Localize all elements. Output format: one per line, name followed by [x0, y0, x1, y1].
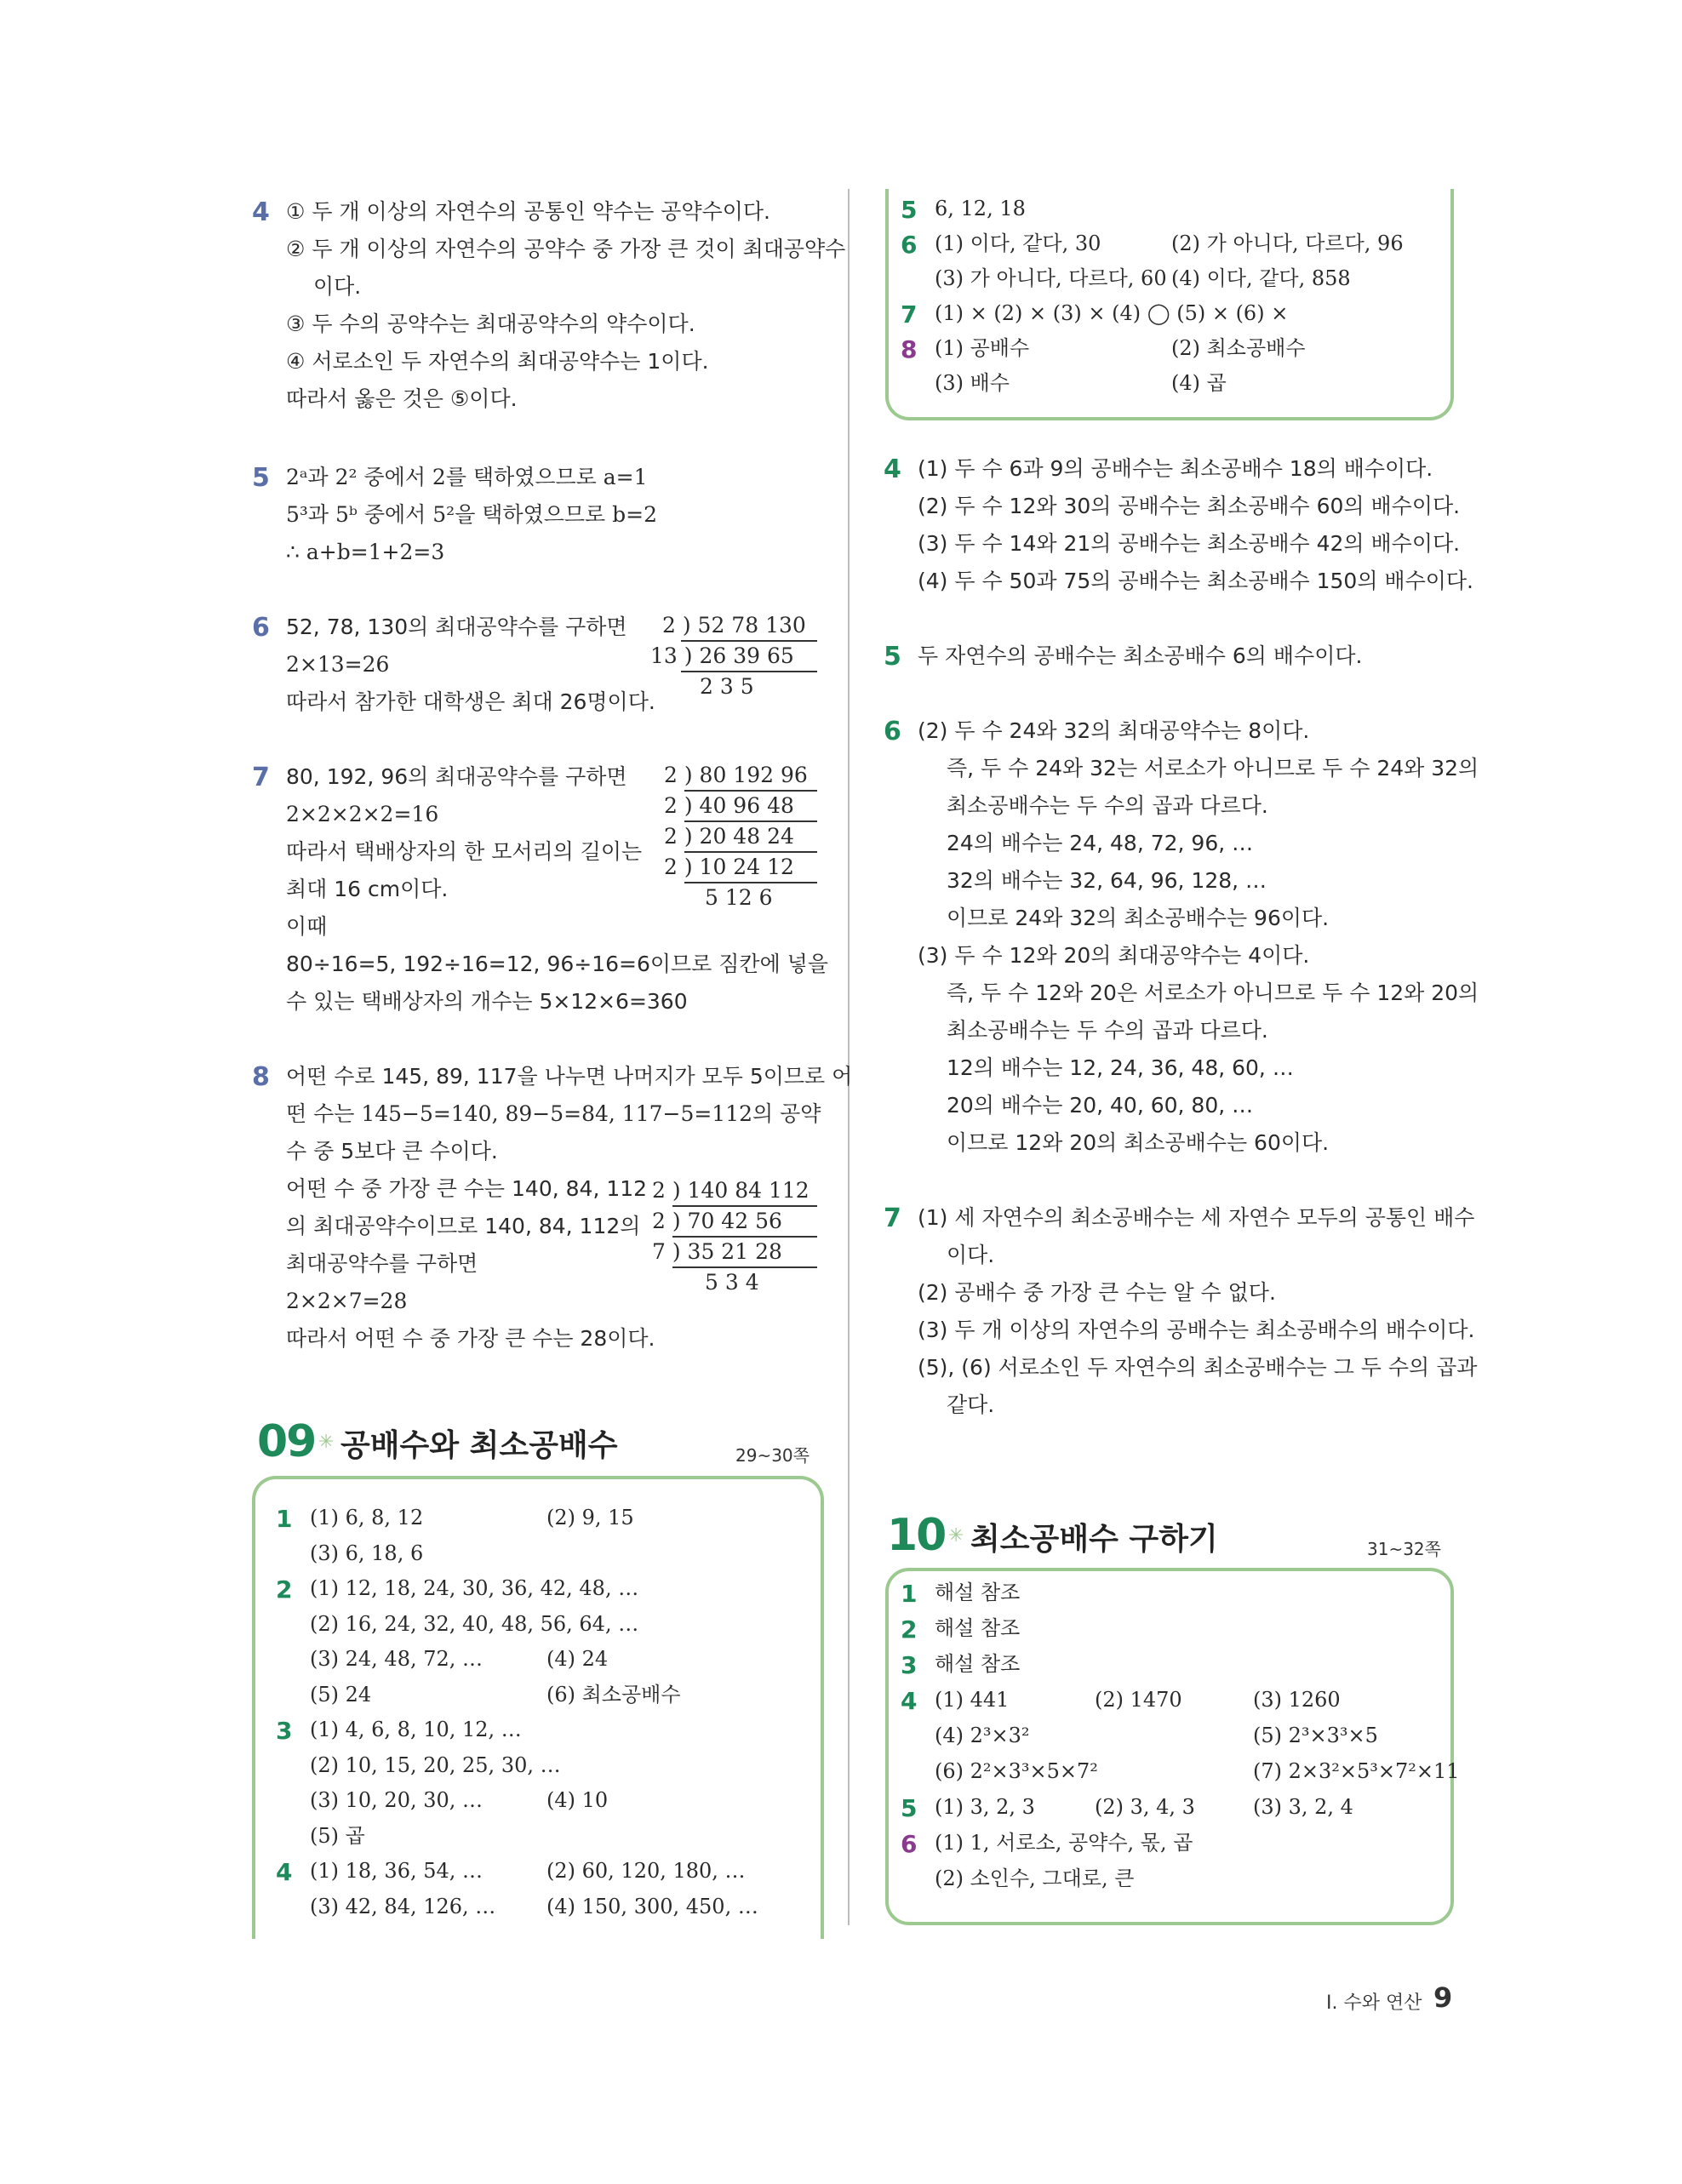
- problem-7-line: 80÷16=5, 192÷16=12, 96÷16=6이므로 짐칸에 넣을: [286, 952, 828, 976]
- answer-item-number: 2: [276, 1575, 293, 1604]
- problem-6-line: 24의 배수는 24, 48, 72, 96, …: [947, 831, 1254, 855]
- answer-text: 해설 참조: [935, 1581, 1021, 1604]
- answer-text: (2) 3, 4, 3: [1095, 1795, 1195, 1819]
- problem-6-line: 52, 78, 130의 최대공약수를 구하면: [286, 615, 627, 639]
- section-09-number: 09: [257, 1416, 316, 1467]
- problem-8-line: 따라서 어떤 수 중 가장 큰 수는 28이다.: [286, 1326, 655, 1351]
- problem-4-line: ③ 두 수의 공약수는 최대공약수의 약수이다.: [286, 312, 695, 336]
- answer-item-number: 2: [901, 1615, 918, 1644]
- asterisk-icon: ✳: [948, 1525, 964, 1547]
- column-divider: [848, 189, 850, 1925]
- answer-text: (5) 2³×3³×5: [1253, 1724, 1378, 1747]
- problem-6-line: 즉, 두 수 12와 20은 서로소가 아니므로 두 수 12와 20의: [947, 981, 1479, 1005]
- problem-4-line: (3) 두 수 14와 21의 공배수는 최소공배수 42의 배수이다.: [918, 531, 1461, 556]
- problem-7-number: 7: [252, 763, 270, 792]
- answer-text: (1) 1, 서로소, 공약수, 몫, 곱: [935, 1831, 1193, 1855]
- problem-6-number: 6: [252, 613, 270, 643]
- problem-4-line: 따라서 옳은 것은 ⑤이다.: [286, 386, 518, 411]
- problem-6-line: 32의 배수는 32, 64, 96, 128, …: [947, 868, 1267, 893]
- division-line: [681, 640, 817, 642]
- answer-text: 6, 12, 18: [935, 197, 1026, 220]
- answer-text: (2) 최소공배수: [1171, 336, 1306, 360]
- problem-7-line: 이다.: [947, 1243, 995, 1267]
- division-row: 7 ) 35 21 28: [652, 1239, 782, 1264]
- answer-text: (7) 2×3²×5³×7²×11: [1253, 1759, 1460, 1783]
- problem-6-line: 최소공배수는 두 수의 곱과 다르다.: [947, 1018, 1268, 1043]
- problem-8-line: 2×2×7=28: [286, 1289, 408, 1313]
- division-row: 13 ) 26 39 65: [650, 643, 794, 668]
- problem-5-line: 두 자연수의 공배수는 최소공배수 6의 배수이다.: [918, 643, 1363, 668]
- answer-text: (1) 4, 6, 8, 10, 12, …: [310, 1718, 522, 1741]
- problem-5-line: 2ᵃ과 2² 중에서 2를 택하였으므로 a=1: [286, 465, 648, 489]
- division-row: 2 ) 140 84 112: [652, 1178, 810, 1203]
- problem-4-line: ② 두 개 이상의 자연수의 공약수 중 가장 큰 것이 최대공약수: [286, 237, 846, 261]
- problem-7-line: 따라서 택배상자의 한 모서리의 길이는: [286, 839, 643, 864]
- division-line: [681, 671, 817, 672]
- problem-6-line: 2×13=26: [286, 652, 390, 677]
- answer-text: (4) 2³×3²: [935, 1724, 1030, 1747]
- answer-text: (1) 6, 8, 12: [310, 1506, 424, 1529]
- problem-6-line: 즉, 두 수 24와 32는 서로소가 아니므로 두 수 24와 32의: [947, 756, 1479, 780]
- answer-text: (2) 16, 24, 32, 40, 48, 56, 64, …: [310, 1611, 639, 1636]
- answer-text: (3) 42, 84, 126, …: [310, 1894, 496, 1918]
- problem-6-number: 6: [884, 717, 901, 746]
- problem-6-line: 최소공배수는 두 수의 곱과 다르다.: [947, 793, 1268, 818]
- answer-text: (3) 1260: [1253, 1688, 1341, 1712]
- problem-7-line: (5), (6) 서로소인 두 자연수의 최소공배수는 그 두 수의 곱과: [918, 1355, 1478, 1380]
- answer-text: (1) 441: [935, 1688, 1010, 1712]
- problem-6-line: 20의 배수는 20, 40, 60, 80, …: [947, 1093, 1254, 1118]
- division-row: 2 ) 80 192 96: [664, 763, 808, 787]
- problem-7-line: 80, 192, 96의 최대공약수를 구하면: [286, 764, 627, 789]
- answer-text: (6) 2²×3³×5×7²: [935, 1759, 1098, 1783]
- problem-4-line: ④ 서로소인 두 자연수의 최대공약수는 1이다.: [286, 349, 709, 374]
- answer-text: (1) × (2) × (3) × (4) ◯ (5) × (6) ×: [935, 301, 1289, 325]
- problem-5-line: ∴ a+b=1+2=3: [286, 540, 445, 564]
- division-row: 2 ) 40 96 48: [664, 793, 794, 818]
- problem-7-line: 같다.: [947, 1392, 995, 1417]
- division-row: 2 ) 70 42 56: [652, 1209, 782, 1233]
- division-line: [672, 1205, 817, 1207]
- answer-text: (4) 24: [546, 1647, 609, 1671]
- problem-4-line: (2) 두 수 12와 30의 공배수는 최소공배수 60의 배수이다.: [918, 494, 1461, 518]
- section-10-title: 최소공배수 구하기: [970, 1522, 1218, 1557]
- answer-text: (5) 24: [310, 1682, 372, 1707]
- answer-text: (2) 10, 15, 20, 25, 30, …: [310, 1752, 561, 1777]
- answer-text: (2) 가 아니다, 다르다, 96: [1171, 232, 1404, 255]
- answer-item-number: 4: [276, 1858, 293, 1886]
- problem-8-line: 어떤 수 중 가장 큰 수는 140, 84, 112: [286, 1176, 648, 1201]
- problem-6-line: 이므로 12와 20의 최소공배수는 60이다.: [947, 1130, 1330, 1155]
- problem-4-line: ① 두 개 이상의 자연수의 공통인 약수는 공약수이다.: [286, 199, 770, 224]
- answer-text: (4) 곱: [1171, 371, 1227, 395]
- answer-item-number: 6: [901, 1830, 918, 1858]
- answer-item-number: 1: [901, 1580, 918, 1608]
- answer-text: (6) 최소공배수: [546, 1682, 681, 1707]
- problem-4-line: 이다.: [313, 274, 362, 299]
- answer-text: (1) 3, 2, 3: [935, 1795, 1035, 1819]
- problem-6-line: 12의 배수는 12, 24, 36, 48, 60, …: [947, 1055, 1294, 1080]
- answer-text: (1) 12, 18, 24, 30, 36, 42, 48, …: [310, 1576, 639, 1600]
- answer-text: (3) 배수: [935, 371, 1010, 395]
- answer-text: (3) 3, 2, 4: [1253, 1795, 1353, 1819]
- problem-6-line: 따라서 참가한 대학생은 최대 26명이다.: [286, 689, 655, 714]
- answer-text: (1) 이다, 같다, 30: [935, 232, 1101, 255]
- answer-item-number: 3: [276, 1717, 293, 1745]
- answer-text: (3) 6, 18, 6: [310, 1541, 424, 1565]
- problem-8-line: 떤 수는 145−5=140, 89−5=84, 117−5=112의 공약: [286, 1101, 821, 1126]
- division-row: 2 ) 20 48 24: [664, 824, 794, 849]
- division-line: [672, 1236, 817, 1238]
- answer-item-number: 7: [901, 300, 918, 329]
- page-number: 9: [1433, 1981, 1453, 2014]
- asterisk-icon: ✳: [318, 1432, 335, 1453]
- answer-item-number: 5: [901, 196, 918, 224]
- answer-text: (2) 1470: [1095, 1688, 1182, 1712]
- answer-text: (4) 이다, 같다, 858: [1171, 266, 1351, 290]
- answer-text: (5) 곱: [310, 1823, 365, 1848]
- answer-item-number: 1: [276, 1505, 293, 1533]
- answer-text: 해설 참조: [935, 1652, 1021, 1676]
- division-line: [684, 882, 817, 883]
- problem-7-line: (3) 두 개 이상의 자연수의 공배수는 최소공배수의 배수이다.: [918, 1318, 1475, 1342]
- answer-text: (2) 소인수, 그대로, 큰: [935, 1867, 1135, 1890]
- problem-4-line: (1) 두 수 6과 9의 공배수는 최소공배수 18의 배수이다.: [918, 456, 1433, 481]
- section-09-pages: 29~30쪽: [735, 1445, 810, 1466]
- problem-7-number: 7: [884, 1203, 901, 1233]
- problem-7-line: (2) 공배수 중 가장 큰 수는 알 수 없다.: [918, 1280, 1276, 1305]
- problem-8-number: 8: [252, 1062, 270, 1092]
- section-09-title: 공배수와 최소공배수: [340, 1428, 618, 1463]
- problem-8-line: 최대공약수를 구하면: [286, 1251, 478, 1276]
- answer-item-number: 8: [901, 335, 918, 363]
- division-line: [684, 851, 817, 853]
- division-line: [672, 1266, 817, 1268]
- problem-8-line: 어떤 수로 145, 89, 117을 나누면 나머지가 모두 5이므로 어: [286, 1064, 853, 1089]
- answer-text: (2) 9, 15: [546, 1506, 634, 1529]
- answer-item-number: 3: [901, 1651, 918, 1679]
- answer-text: (3) 10, 20, 30, …: [310, 1788, 483, 1812]
- answer-text: (3) 가 아니다, 다르다, 60: [935, 266, 1167, 290]
- section-10-pages: 31~32쪽: [1367, 1539, 1441, 1559]
- answer-item-number: 5: [901, 1794, 918, 1822]
- answer-text: (1) 18, 36, 54, …: [310, 1859, 483, 1883]
- problem-7-line: 최대 16 cm이다.: [286, 877, 449, 901]
- answer-text: 해설 참조: [935, 1616, 1021, 1640]
- problem-5-number: 5: [884, 642, 901, 672]
- problem-5-line: 5³과 5ᵇ 중에서 5²을 택하였으므로 b=2: [286, 502, 658, 527]
- answer-item-number: 4: [901, 1687, 918, 1715]
- division-row: 5 12 6: [705, 885, 773, 910]
- problem-8-line: 수 중 5보다 큰 수이다.: [286, 1139, 498, 1163]
- answer-text: (1) 공배수: [935, 336, 1030, 360]
- division-row: 5 3 4: [705, 1270, 759, 1295]
- problem-4-number: 4: [252, 197, 270, 227]
- answer-text: (3) 24, 48, 72, …: [310, 1647, 483, 1671]
- answer-item-number: 6: [901, 231, 918, 259]
- division-row: 2 3 5: [700, 674, 754, 699]
- problem-7-line: 2×2×2×2=16: [286, 802, 439, 826]
- problem-5-number: 5: [252, 463, 270, 493]
- problem-4-number: 4: [884, 455, 901, 484]
- answer-text: (2) 60, 120, 180, …: [546, 1859, 746, 1883]
- problem-6-line: (3) 두 수 12와 20의 최대공약수는 4이다.: [918, 943, 1310, 968]
- problem-8-line: 의 최대공약수이므로 140, 84, 112의: [286, 1214, 641, 1238]
- division-line: [684, 820, 817, 822]
- problem-7-line: 이때: [286, 914, 328, 939]
- answer-text: (4) 150, 300, 450, …: [546, 1894, 758, 1918]
- answer-text: (4) 10: [546, 1788, 609, 1812]
- problem-7-line: 수 있는 택배상자의 개수는 5×12×6=360: [286, 989, 688, 1014]
- chapter-label: I. 수와 연산: [1326, 1992, 1422, 2014]
- division-line: [684, 790, 817, 792]
- section-10-number: 10: [887, 1510, 946, 1561]
- problem-6-line: 이므로 24와 32의 최소공배수는 96이다.: [947, 906, 1330, 930]
- division-row: 2 ) 52 78 130: [662, 613, 806, 637]
- problem-7-line: (1) 세 자연수의 최소공배수는 세 자연수 모두의 공통인 배수: [918, 1205, 1475, 1230]
- division-row: 2 ) 10 24 12: [664, 855, 794, 879]
- problem-6-line: (2) 두 수 24와 32의 최대공약수는 8이다.: [918, 718, 1310, 743]
- problem-4-line: (4) 두 수 50과 75의 공배수는 최소공배수 150의 배수이다.: [918, 569, 1473, 593]
